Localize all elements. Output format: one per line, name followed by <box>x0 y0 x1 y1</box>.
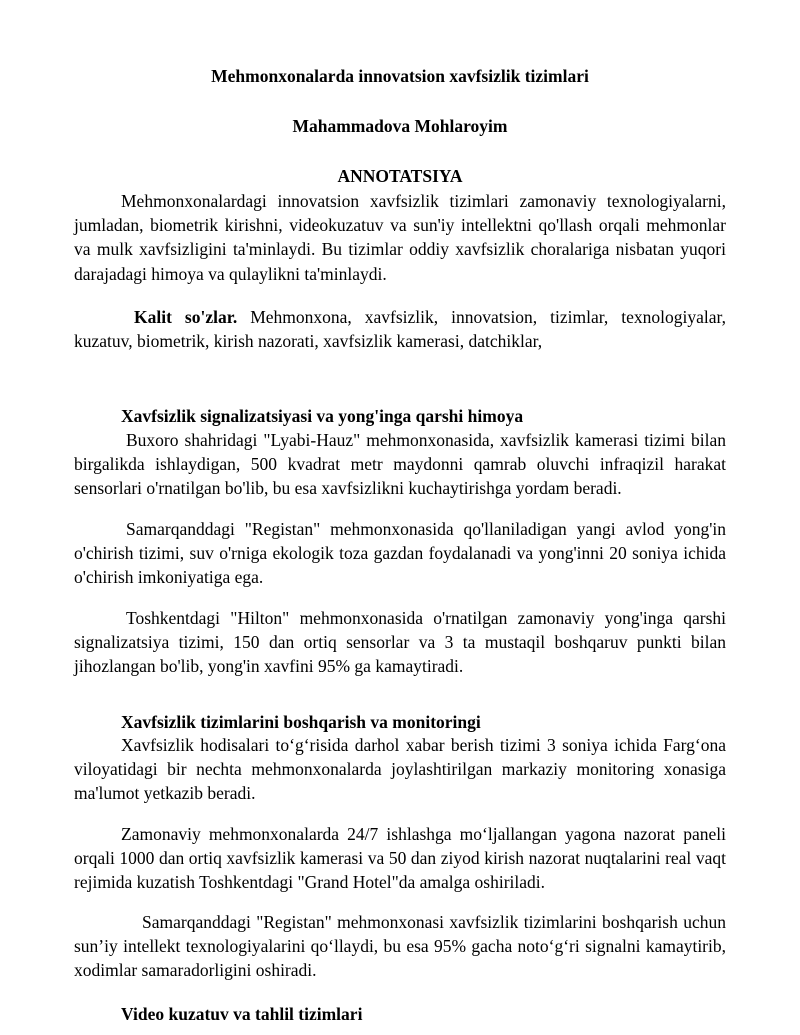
section-heading: Xavfsizlik tizimlarini boshqarish va monitoringi <box>121 712 481 732</box>
section-heading: Video kuzatuv va tahlil tizimlari <box>121 1004 363 1024</box>
author-name: Mahammadova Mohlaroyim <box>292 116 508 136</box>
section-paragraph: Toshkentdagi "Hilton" mehmonxonasida o'rnatilgan zamonaviy yong'inga qarshi signalizatsiya tizimi, 150 dan ortiq sensorlar va 3 ta mustaqil boshqaruv punkti bilan jihozlangan bo'lib, yong'in xavfini 95% ga kamaytiradi. <box>74 608 726 677</box>
abstract-text: Mehmonxonalardagi innovatsion xavfsizlik tizimlari zamonaviy texnologiyalarni, jumladan, biometrik kirishni, videokuzatuv va sun'iy intellektni qo'llash orqali mehmonlar va mulk xavfsizligini ta'minlaydi. Bu tizimlar oddiy xavfsizlik choralariga nisbatan yuqori darajadagi himoya va qulaylikni ta'minlaydi. <box>74 191 726 284</box>
paper-title: Mehmonxonalarda innovatsion xavfsizlik tizimlari <box>211 66 589 86</box>
keywords-paragraph <box>74 305 726 353</box>
section-paragraph: Xavfsizlik hodisalari to‘g‘risida darhol xabar berish tizimi 3 soniya ichida Farg‘ona viloyatidagi bir nechta mehmonxonalarda joylashtirilgan markaziy monitoring xonasiga ma'lumot yetkazib beradi. <box>74 735 726 804</box>
section-heading: Xavfsizlik signalizatsiyasi va yong'inga qarshi himoya <box>121 406 524 426</box>
keywords-label: Kalit so'zlar. <box>134 307 238 327</box>
section-paragraph: Buxoro shahridagi "Lyabi-Hauz" mehmonxonasida, xavfsizlik kamerasi tizimi bilan birgalikda ishlaydigan, 500 kvadrat metr maydonni qamrab oluvchi infraqizil harakat sensorlari o'rnatilgan bo'lib, bu esa xavfsizlikni kuchaytirishga yordam beradi. <box>74 430 726 499</box>
section-paragraph: Samarqanddagi "Registan" mehmonxonasida qo'llaniladigan yangi avlod yong'in o'chirish tizimi, suv o'rniga ekologik toza gazdan foydalanadi va yong'inni 20 soniya ichida o'chirish imkoniyatiga ega. <box>74 519 726 588</box>
abstract-heading: ANNOTATSIYA <box>337 166 463 186</box>
section-paragraph: Samarqanddagi "Registan" mehmonxonasi xavfsizlik tizimlarini boshqarish uchun sun’iy intellekt texnologiyalarini qo‘llaydi, bu esa 95% gacha noto‘g‘ri signalni kamaytirib, xodimlar samaradorligini oshiradi. <box>74 912 726 981</box>
section-paragraph: Zamonaviy mehmonxonalarda 24/7 ishlashga mo‘ljallangan yagona nazorat paneli orqali 1000 dan ortiq xavfsizlik kamerasi va 50 dan ziyod kirish nazorat nuqtalarini real vaqt rejimida kuzatish Toshkentdagi "Grand Hotel"da amalga oshiriladi. <box>74 824 726 893</box>
keywords-text: Mehmonxona, xavfsizlik, innovatsion, tizimlar, texnologiyalar, kuzatuv, biometrik, kirish nazorati, xavfsizlik kamerasi, datchiklar, <box>74 307 726 352</box>
